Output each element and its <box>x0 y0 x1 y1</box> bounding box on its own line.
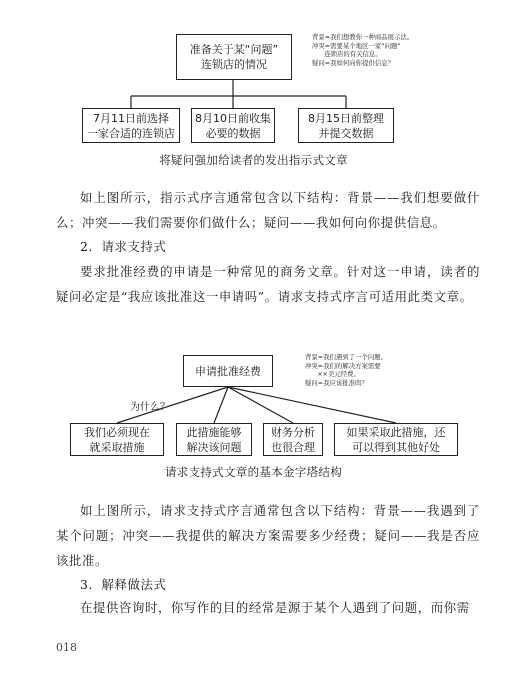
paragraph-3: 如上图所示，请求支持式序言通常包含以下结构：背景——我遇到了某个问题；冲突——我提供的解决方案需要多少经费；疑问——我是否应该批准。 <box>56 503 480 568</box>
diagram2-note: 背景=我们遇到了一个问题。 冲突=我们的解决方案需要 ××美元经费。 疑问=我应该批准吗？ <box>305 353 388 387</box>
diagram2-child-3: 财务分析 也很合理 <box>263 423 323 456</box>
diagram1-note: 背景=我们想教你一种商品展示法。 冲突=需要某个地区一家“问题” 连锁店的有关信息。 疑问=我如何向你提供信息？ <box>312 33 414 67</box>
diagram2-top-box: 申请批准经费 <box>183 355 273 387</box>
diagram2-child-1: 我们必须现在 就采取措施 <box>70 423 164 456</box>
diagram1-caption: 将疑问强加给读者的发出指示式文章 <box>159 153 348 167</box>
section-heading-2: 2．请求支持式 <box>80 239 167 254</box>
diagram1-child-2: 8月10日前收集 必要的数据 <box>191 108 275 143</box>
diagram2-child-2: 此措施能够 解决该问题 <box>176 423 252 456</box>
diagram1-child-3: 8月15日前整理 并提交数据 <box>298 108 394 143</box>
diagram2-why-label: 为什么？ <box>130 402 170 413</box>
diagram2-child-4: 如果采取此措施，还 可以得到其他好处 <box>334 423 458 456</box>
paragraph-1: 如上图所示，指示式序言通常包含以下结构：背景——我们想要做什么；冲突——我们需要你们做什么；疑问——我如何向你提供信息。 <box>56 190 480 230</box>
section-heading-3: 3．解释做法式 <box>80 577 167 592</box>
page-number: 018 <box>56 641 77 654</box>
paragraph-2: 要求批准经费的申请是一种常见的商务文章。针对这一申请，读者的疑问必定是“我应该批准这一申请吗”。请求支持式序言可适用此类文章。 <box>56 264 480 304</box>
diagram1-top-box: 准备关于某“问题” 连锁店的情况 <box>176 34 292 80</box>
paragraph-4: 在提供咨询时，你写作的目的经常是源于某个人遇到了问题，而你需 <box>80 600 470 615</box>
diagram2-caption: 请求支持式文章的基本金字塔结构 <box>165 465 342 479</box>
diagram1-child-1: 7月11日前选择 一家合适的连锁店 <box>82 108 180 143</box>
